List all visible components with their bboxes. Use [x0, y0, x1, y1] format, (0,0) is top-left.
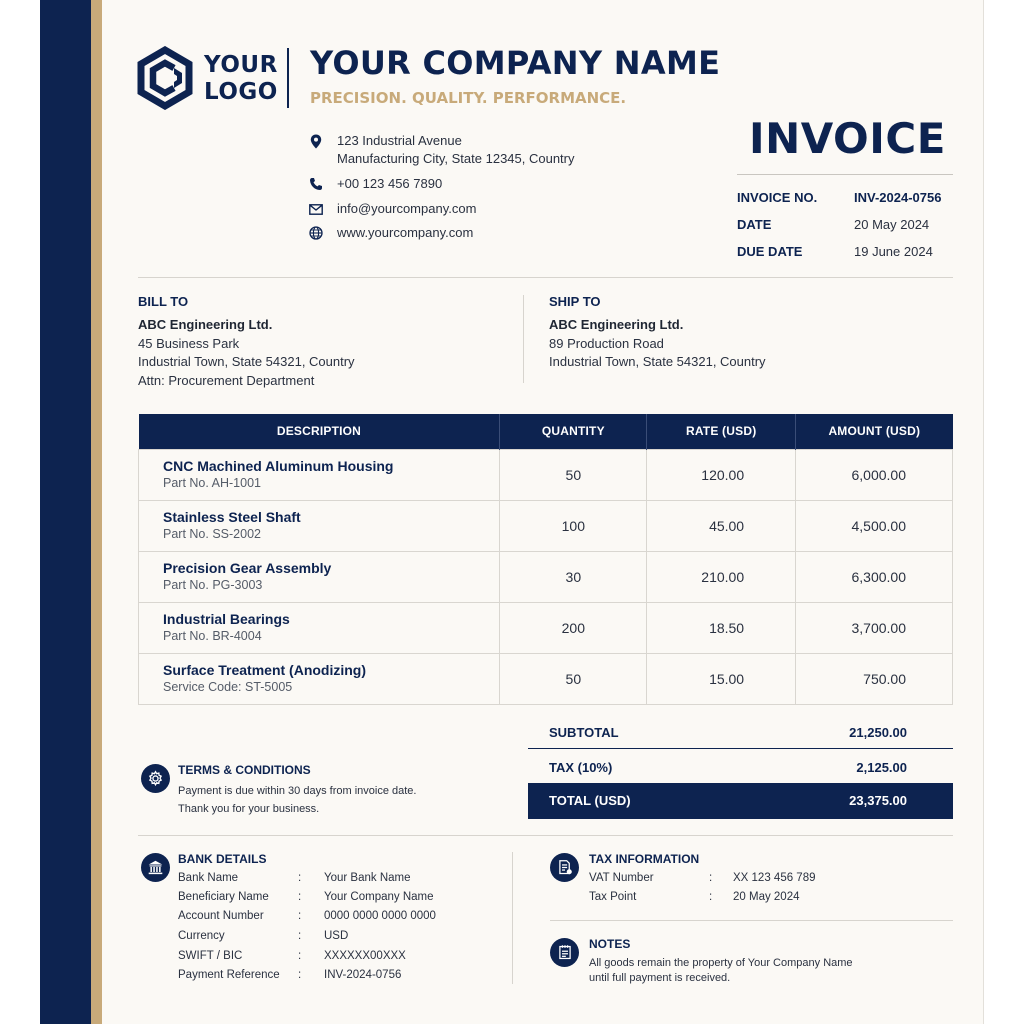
tax-value-item: 20 May 2024 — [733, 891, 800, 903]
column-header-description: DESCRIPTION — [139, 414, 500, 449]
bill-to-company: ABC Engineering Ltd. — [138, 317, 273, 332]
invoice-number: INV-2024-0756 — [854, 190, 942, 205]
notes-icon — [550, 938, 579, 967]
website-url: www.yourcompany.com — [337, 225, 474, 240]
bank-value: USD — [324, 930, 349, 942]
item-code: Service Code: ST-5005 — [163, 680, 293, 694]
bill-to-block — [138, 294, 355, 390]
notes-line1: All goods remain the property of Your Company Name — [589, 957, 853, 969]
due-date: 19 June 2024 — [854, 244, 933, 259]
contact-phone — [308, 175, 442, 193]
globe-icon — [308, 225, 324, 241]
bill-to-line2: Industrial Town, State 54321, Country — [138, 354, 355, 369]
item-quantity: 50 — [500, 449, 647, 500]
item-amount: 6,000.00 — [796, 449, 953, 500]
bank-value: INV-2024-0756 — [324, 969, 402, 981]
invoice-date-label: DATE — [737, 217, 772, 232]
table-row — [139, 602, 953, 653]
tax-value: 2,125.00 — [856, 760, 907, 775]
tax-notes-divider — [550, 920, 953, 921]
item-name: Surface Treatment (Anodizing) — [163, 662, 367, 678]
item-quantity: 200 — [500, 602, 647, 653]
table-row — [139, 653, 953, 704]
location-pin-icon — [308, 133, 324, 149]
header-divider — [138, 277, 953, 278]
footer-divider — [138, 835, 953, 836]
table-row — [139, 449, 953, 500]
tax-separator: : — [709, 872, 713, 884]
bank-label: Account Number — [178, 910, 264, 922]
ship-to-heading: SHIP TO — [549, 294, 601, 309]
item-amount: 750.00 — [796, 653, 953, 704]
bill-to-heading: BILL TO — [138, 294, 189, 309]
item-name: Stainless Steel Shaft — [163, 509, 301, 525]
bank-separator: : — [298, 891, 302, 903]
address-line1: 123 Industrial Avenue — [337, 133, 462, 148]
address-line2: Manufacturing City, State 12345, Country — [337, 151, 575, 166]
tax-label: TAX (10%) — [549, 760, 613, 775]
contact-address — [308, 132, 575, 168]
ship-to-block — [549, 294, 766, 372]
email-address: info@yourcompany.com — [337, 201, 477, 216]
item-name: Precision Gear Assembly — [163, 560, 332, 576]
bank-separator: : — [298, 930, 302, 942]
total-value: 23,375.00 — [849, 793, 907, 808]
item-description — [139, 551, 500, 602]
item-description — [139, 653, 500, 704]
ship-to-company: ABC Engineering Ltd. — [549, 317, 684, 332]
item-rate: 120.00 — [647, 449, 796, 500]
address-divider — [523, 295, 524, 383]
envelope-icon — [308, 201, 324, 217]
bill-to-line3: Attn: Procurement Department — [138, 372, 315, 388]
terms-line1: Payment is due within 30 days from invoice date. — [178, 785, 417, 797]
invoice-title: INVOICE — [749, 114, 946, 163]
terms-line2: Thank you for your business. — [178, 803, 320, 815]
contact-email — [308, 200, 476, 218]
ship-to-line2: Industrial Town, State 54321, Country — [549, 354, 766, 369]
total-label: TOTAL (USD) — [549, 793, 631, 808]
item-code: Part No. BR-4004 — [163, 629, 262, 643]
tax-separator: : — [709, 891, 713, 903]
item-amount: 6,300.00 — [796, 551, 953, 602]
item-code: Part No. PG-3003 — [163, 578, 263, 592]
bank-heading: BANK DETAILS — [178, 852, 267, 866]
company-tagline: PRECISION. QUALITY. PERFORMANCE. — [310, 89, 627, 107]
terms-heading: TERMS & CONDITIONS — [178, 763, 311, 777]
bank-separator: : — [298, 910, 302, 922]
company-name: YOUR COMPANY NAME — [310, 44, 721, 82]
phone-number: +00 123 456 7890 — [337, 176, 443, 191]
logo-text — [204, 52, 278, 106]
column-header-amount: AMOUNT (USD) — [796, 414, 953, 449]
bank-label: Currency — [178, 930, 225, 942]
gear-icon — [141, 764, 170, 793]
logo-line1: YOUR — [204, 52, 278, 78]
logo-divider — [287, 48, 289, 108]
logo-hexagon-icon — [136, 46, 194, 110]
item-amount: 3,700.00 — [796, 602, 953, 653]
line-items-table — [138, 414, 953, 705]
bank-value: XXXXXX00XXX — [324, 950, 406, 962]
item-rate: 45.00 — [647, 500, 796, 551]
tax-label-item: Tax Point — [589, 891, 637, 903]
bank-value: 0000 0000 0000 0000 — [324, 910, 436, 922]
invoice-date: 20 May 2024 — [854, 217, 930, 232]
item-description — [139, 602, 500, 653]
bank-separator: : — [298, 969, 302, 981]
tax-value-item: XX 123 456 789 — [733, 872, 816, 884]
column-header-quantity: QUANTITY — [500, 414, 647, 449]
bank-label: Beneficiary Name — [178, 891, 269, 903]
item-quantity: 50 — [500, 653, 647, 704]
table-row — [139, 551, 953, 602]
item-quantity: 30 — [500, 551, 647, 602]
item-code: Part No. SS-2002 — [163, 527, 261, 541]
column-header-rate: RATE (USD) — [647, 414, 796, 449]
notes-line2: until full payment is received. — [589, 972, 731, 984]
gold-side-band — [91, 0, 102, 1024]
subtotal-rule — [528, 748, 953, 749]
bank-separator: : — [298, 950, 302, 962]
subtotal-value: 21,250.00 — [849, 725, 907, 740]
logo-line2: LOGO — [204, 79, 278, 105]
notes-heading: NOTES — [589, 937, 631, 951]
footer-column-divider — [512, 852, 513, 984]
bank-label: SWIFT / BIC — [178, 950, 243, 962]
notes-block — [589, 937, 853, 986]
ship-to-line1: 89 Production Road — [549, 335, 664, 351]
subtotal-label: SUBTOTAL — [549, 725, 619, 740]
item-description — [139, 500, 500, 551]
navy-side-band — [40, 0, 91, 1024]
total-bar — [528, 783, 953, 819]
invoice-title-rule — [737, 174, 953, 175]
item-description — [139, 449, 500, 500]
bill-to-line1: 45 Business Park — [138, 335, 240, 351]
bank-icon — [141, 853, 170, 882]
item-name: Industrial Bearings — [163, 611, 290, 627]
tax-label-item: VAT Number — [589, 872, 654, 884]
bank-label: Bank Name — [178, 872, 239, 884]
bank-value: Your Bank Name — [324, 872, 411, 884]
item-amount: 4,500.00 — [796, 500, 953, 551]
tax-info-heading: TAX INFORMATION — [589, 852, 700, 866]
contact-website — [308, 224, 473, 242]
item-rate: 18.50 — [647, 602, 796, 653]
invoice-number-label: INVOICE NO. — [737, 190, 818, 205]
bank-value: Your Company Name — [324, 891, 434, 903]
item-rate: 210.00 — [647, 551, 796, 602]
phone-icon — [308, 176, 324, 192]
item-rate: 15.00 — [647, 653, 796, 704]
item-code: Part No. AH-1001 — [163, 476, 261, 490]
item-quantity: 100 — [500, 500, 647, 551]
tax-document-icon — [550, 853, 579, 882]
bank-label: Payment Reference — [178, 969, 280, 981]
table-row — [139, 500, 953, 551]
table-header-row — [139, 414, 953, 449]
terms-block — [178, 763, 416, 818]
bank-separator: : — [298, 872, 302, 884]
item-name: CNC Machined Aluminum Housing — [163, 458, 394, 474]
due-date-label: DUE DATE — [737, 244, 803, 259]
